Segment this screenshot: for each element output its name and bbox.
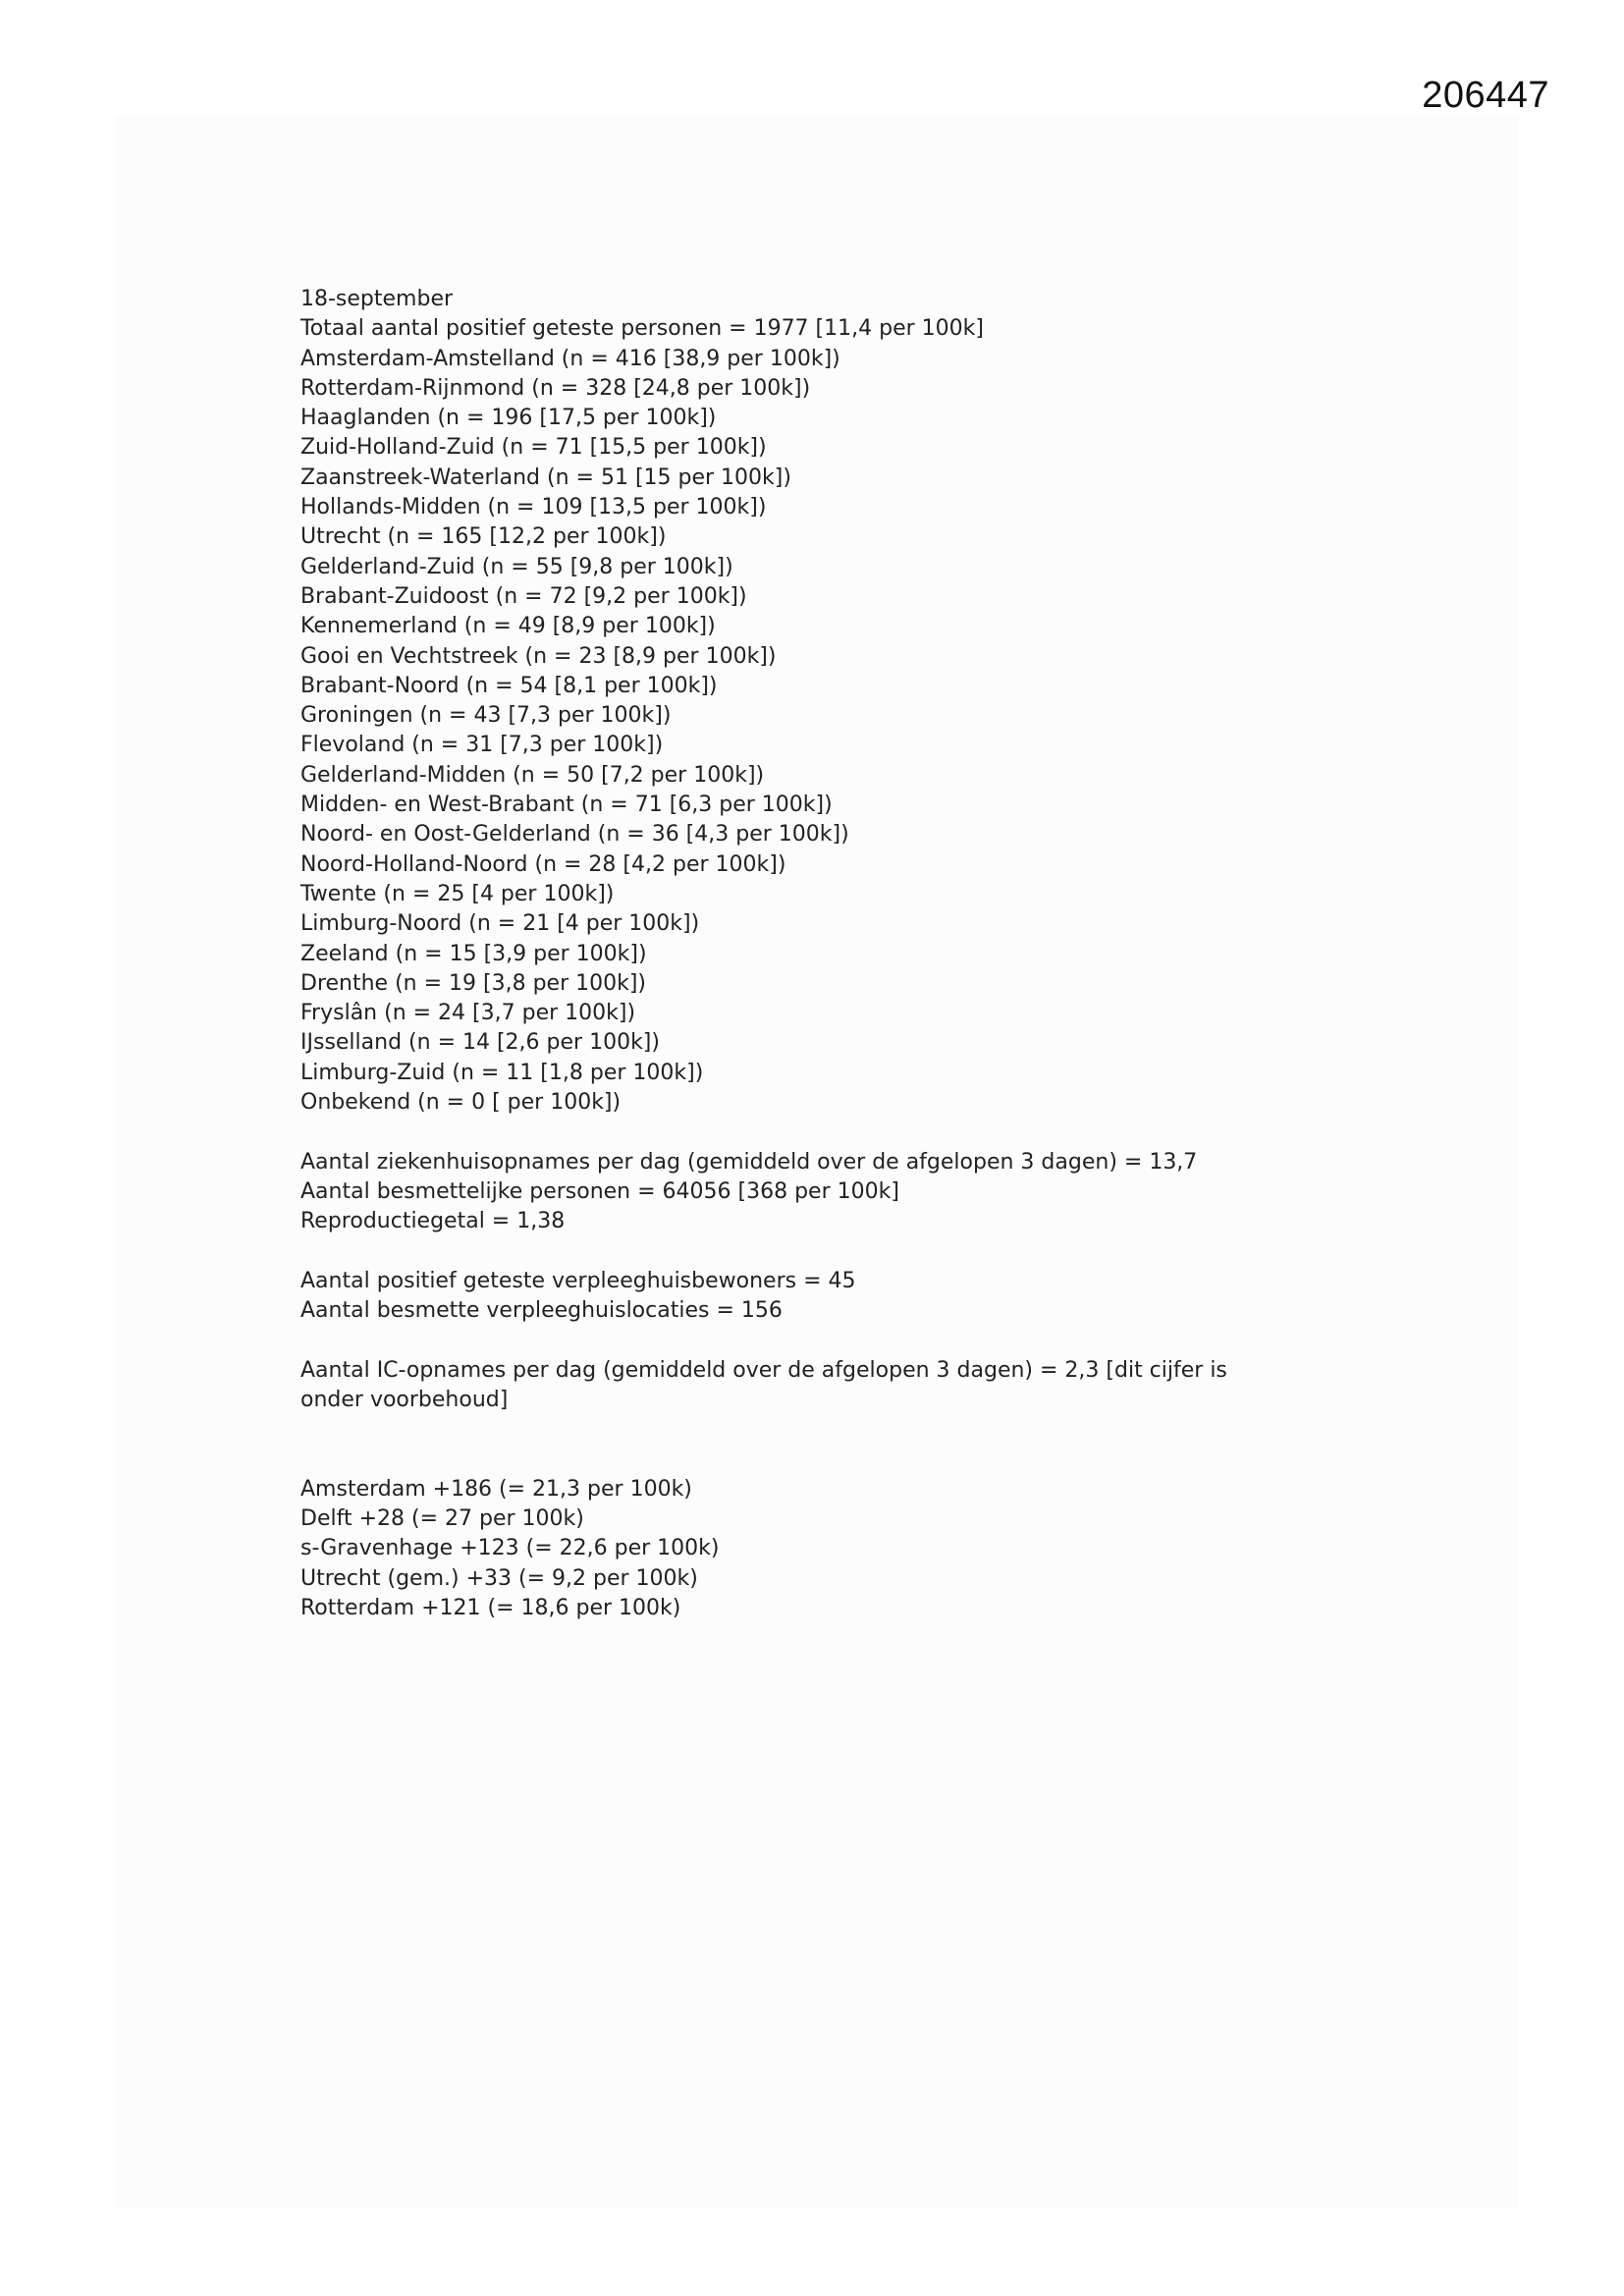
region-line: Gelderland-Midden (n = 50 [7,2 per 100k]) — [300, 762, 765, 788]
city-line: Amsterdam +186 (= 21,3 per 100k) — [300, 1476, 692, 1502]
region-line: IJsselland (n = 14 [2,6 per 100k]) — [300, 1030, 660, 1056]
report-date: 18-september — [300, 287, 454, 311]
region-line: Onbekend (n = 0 [ per 100k]) — [300, 1090, 622, 1116]
regional-section — [300, 285, 1282, 1118]
spacer — [300, 1118, 1282, 1147]
region-line: Brabant-Noord (n = 54 [8,1 per 100k]) — [300, 673, 718, 698]
region-line: Kennemerland (n = 49 [8,9 per 100k]) — [300, 614, 716, 639]
spacer — [300, 1326, 1282, 1355]
region-line: Fryslân (n = 24 [3,7 per 100k]) — [300, 1001, 636, 1026]
spacer — [300, 1237, 1282, 1267]
region-line: Utrecht (n = 165 [12,2 per 100k]) — [300, 524, 667, 550]
ic-section — [300, 1356, 1282, 1416]
region-line: Hollands-Midden (n = 109 [13,5 per 100k]) — [300, 495, 767, 520]
region-line: Twente (n = 25 [4 per 100k]) — [300, 881, 615, 906]
region-line: Zeeland (n = 15 [3,9 per 100k]) — [300, 941, 647, 966]
ic-admissions-line: Aantal IC-opnames per dag (gemiddeld over de afgelopen 3 dagen) = 2,3 [dit cijfer is — [300, 1357, 1227, 1383]
reproduction-number-line: Reproductiegetal = 1,38 — [300, 1209, 566, 1234]
region-line: Drenthe (n = 19 [3,8 per 100k]) — [300, 970, 647, 996]
city-line: Delft +28 (= 27 per 100k) — [300, 1506, 584, 1532]
region-line: Gooi en Vechtstreek (n = 23 [8,9 per 100k]) — [300, 643, 777, 669]
cities-list — [300, 1475, 1282, 1623]
region-line: Haaglanden (n = 196 [17,5 per 100k]) — [300, 406, 717, 431]
nursing-home-residents-line: Aantal positief geteste verpleeghuisbewoners = 45 — [300, 1268, 856, 1293]
spacer — [300, 1415, 1282, 1475]
infectious-persons-line: Aantal besmettelijke personen = 64056 [368 per 100k] — [300, 1178, 899, 1204]
nursing-home-locations-line: Aantal besmette verpleeghuislocaties = 156 — [300, 1298, 783, 1324]
region-line: Midden- en West-Brabant (n = 71 [6,3 per 100k]) — [300, 793, 833, 818]
document-id: 206447 — [1422, 75, 1549, 116]
nursing-home-section — [300, 1267, 1282, 1327]
region-line: Amsterdam-Amstelland (n = 416 [38,9 per 100k]) — [300, 346, 840, 371]
region-line: Noord- en Oost-Gelderland (n = 36 [4,3 per 100k]) — [300, 822, 849, 847]
total-positive-line: Totaal aantal positief geteste personen = 1977 [11,4 per 100k] — [300, 316, 984, 342]
document-body — [300, 285, 1282, 1623]
ic-admissions-note: onder voorbehoud] — [300, 1387, 509, 1412]
regions-list — [300, 345, 1282, 1119]
region-line: Rotterdam-Rijnmond (n = 328 [24,8 per 100k]) — [300, 375, 811, 401]
region-line: Flevoland (n = 31 [7,3 per 100k]) — [300, 733, 664, 758]
region-line: Gelderland-Zuid (n = 55 [9,8 per 100k]) — [300, 554, 733, 579]
region-line: Limburg-Zuid (n = 11 [1,8 per 100k]) — [300, 1060, 704, 1085]
region-line: Limburg-Noord (n = 21 [4 per 100k]) — [300, 911, 700, 937]
city-line: Utrecht (gem.) +33 (= 9,2 per 100k) — [300, 1565, 698, 1591]
city-line: Rotterdam +121 (= 18,6 per 100k) — [300, 1596, 681, 1621]
region-line: Brabant-Zuidoost (n = 72 [9,2 per 100k]) — [300, 583, 747, 609]
hospital-admissions-line: Aantal ziekenhuisopnames per dag (gemiddeld over de afgelopen 3 dagen) = 13,7 — [300, 1149, 1198, 1175]
hospital-section — [300, 1148, 1282, 1237]
city-line: s-Gravenhage +123 (= 22,6 per 100k) — [300, 1536, 720, 1561]
region-line: Zaanstreek-Waterland (n = 51 [15 per 100k]) — [300, 465, 791, 490]
region-line: Zuid-Holland-Zuid (n = 71 [15,5 per 100k]) — [300, 435, 767, 461]
region-line: Groningen (n = 43 [7,3 per 100k]) — [300, 703, 672, 729]
region-line: Noord-Holland-Noord (n = 28 [4,2 per 100k]) — [300, 851, 786, 877]
